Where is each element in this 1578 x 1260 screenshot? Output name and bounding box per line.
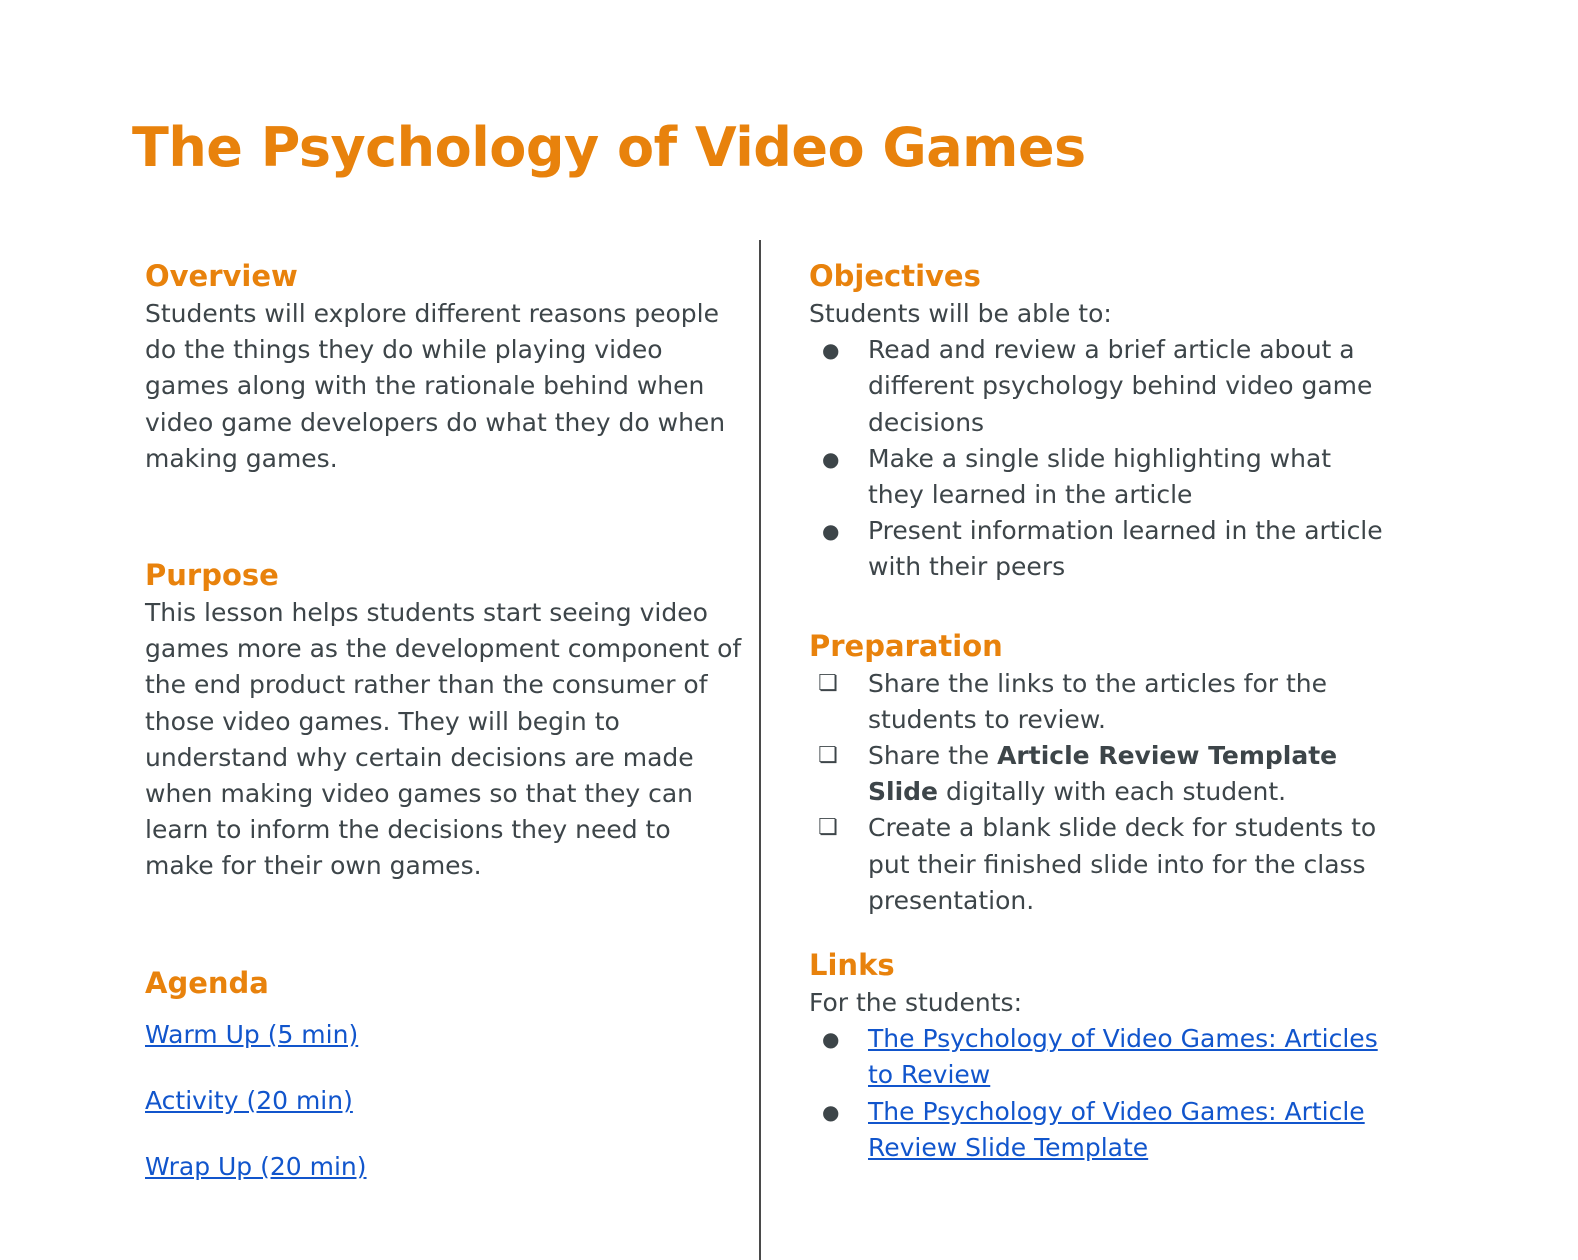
objective-text: Read and review a brief article about a different psychology behind video game decisions <box>868 335 1373 437</box>
column-divider <box>759 240 761 1260</box>
left-column <box>145 256 745 1215</box>
links-heading: Links <box>809 948 895 983</box>
link-article-review-slide-template[interactable]: The Psychology of Video Games: Article Review Slide Template <box>868 1096 1365 1162</box>
preparation-text: Create a blank slide deck for students to put their finished slide into for the class presentation. <box>868 813 1377 915</box>
bullet-icon: ● <box>822 338 840 363</box>
page-title: The Psychology of Video Games <box>132 116 1086 179</box>
list-item <box>809 738 1389 810</box>
overview-text: Students will explore different reasons people do the things they do while playing video games along with the rationale behind when video game developers do what they do when making games. <box>145 299 726 473</box>
agenda-list <box>145 1017 745 1186</box>
list-item <box>809 1094 1389 1166</box>
list-item <box>809 513 1389 585</box>
list-item <box>809 332 1389 441</box>
agenda-link-wrap-up[interactable]: Wrap Up (20 min) <box>145 1152 367 1182</box>
list-item <box>809 441 1389 513</box>
list-item <box>809 810 1389 919</box>
list-item <box>809 1021 1389 1093</box>
links-intro: For the students: <box>809 988 1023 1018</box>
objective-text: Present information learned in the article with their peers <box>868 516 1383 582</box>
bullet-icon: ● <box>822 1099 840 1124</box>
list-item <box>809 666 1389 738</box>
purpose-heading: Purpose <box>145 558 279 593</box>
link-articles-to-review[interactable]: The Psychology of Video Games: Articles to Review <box>868 1024 1378 1090</box>
preparation-text: Share the links to the articles for the students to review. <box>868 668 1328 734</box>
bullet-icon: ● <box>822 446 840 471</box>
overview-heading: Overview <box>145 259 298 293</box>
checkbox-icon: ❏ <box>818 815 838 841</box>
agenda-link-activity[interactable]: Activity (20 min) <box>145 1085 353 1115</box>
objective-text: Make a single slide highlighting what they learned in the article <box>868 443 1332 510</box>
bullet-icon: ● <box>822 1027 840 1052</box>
bullet-icon: ● <box>822 519 840 544</box>
preparation-text-after: digitally with each student. <box>938 777 1287 807</box>
checkbox-icon: ❏ <box>818 670 838 696</box>
links-list <box>809 1021 1389 1166</box>
purpose-text: This lesson helps students start seeing video games more as the development component of the end product rather than the consumer of those video games. They will begin to understand why certain decisions are made when making video games so that they can learn to inform the decisions they need to make for their own games. <box>145 598 742 881</box>
checkbox-icon: ❏ <box>818 743 838 769</box>
preparation-text-before: Share the <box>868 741 998 771</box>
preparation-heading: Preparation <box>809 628 1003 663</box>
right-column <box>809 256 1389 1166</box>
agenda-heading: Agenda <box>145 965 269 1000</box>
objectives-intro: Students will be able to: <box>809 299 1112 328</box>
preparation-list <box>809 666 1389 919</box>
agenda-link-warm-up[interactable]: Warm Up (5 min) <box>145 1019 359 1049</box>
objectives-heading: Objectives <box>809 259 981 293</box>
preparation-text-bold: Article Review Template Slide <box>868 741 1338 807</box>
objectives-list <box>809 332 1389 585</box>
